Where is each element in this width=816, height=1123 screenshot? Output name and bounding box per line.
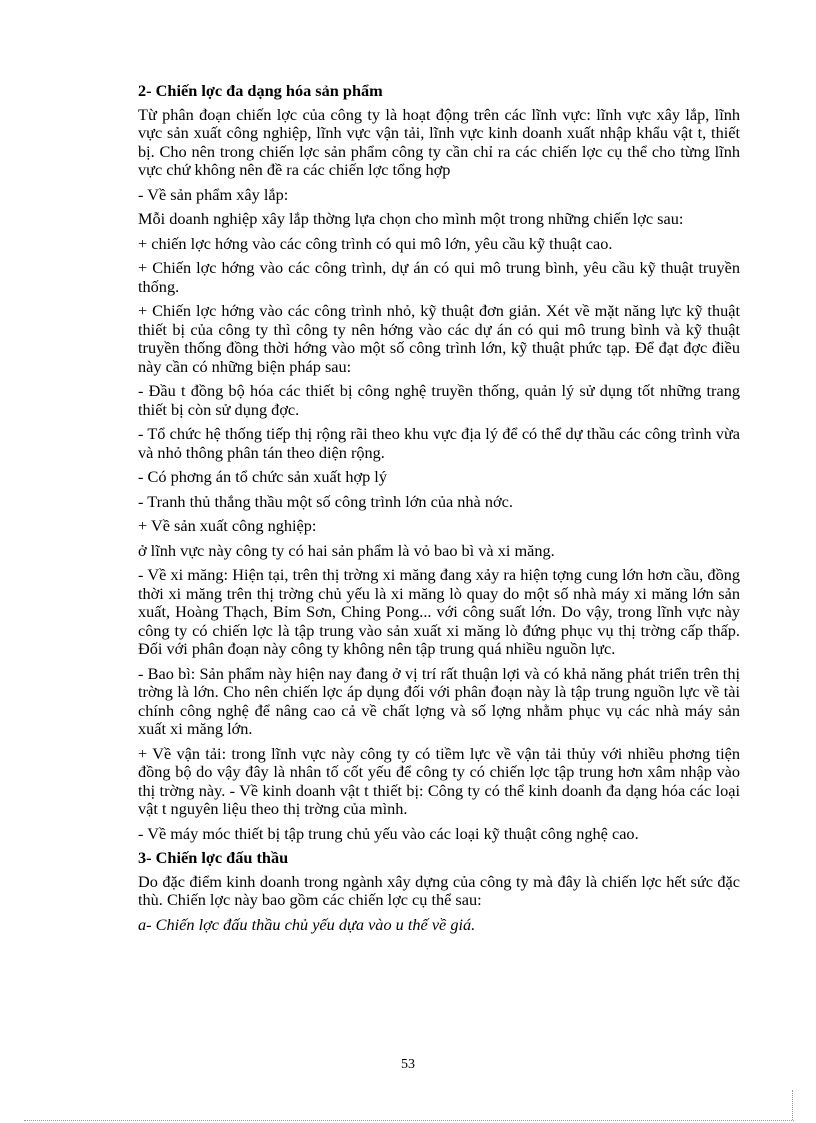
paragraph-16: - Về máy móc thiết bị tập trung chủ yếu vào các loại kỹ thuật công nghệ cao.	[138, 823, 639, 843]
section-3-title: 3- Chiến lợc đấu thầu	[138, 848, 289, 867]
paragraph-6: + Chiến lợc hớng vào các công trình nhỏ, kỹ thuật đơn giản. Xét về mặt năng lực kỹ thuật thiết bị của công ty thì công ty nên hớng vào các dự án có qui mô trung bình và kỹ thuật truyền thống đồng thời hớng vào một số công trình lớn, kỹ thuật phức tạp. Để đạt đợc điều này cần có những biện pháp sau:	[138, 301, 740, 376]
paragraph-1: Từ phân đoạn chiến lợc của công ty là hoạt động trên các lĩnh vực: lĩnh vực xây lắp, lĩnh vực sản xuất công nghiệp, lĩnh vực vận tải, lĩnh vực kinh doanh xuất nhập khẩu vật t, thiết bị. Cho nên trong chiến lợc sản phẩm công ty cần chỉ ra các chiến lợc cụ thể cho từng lĩnh vực chứ không nên đề ra các chiến lợc tổng hợp	[138, 104, 740, 179]
paragraph-2: - Về sản phẩm xây lắp:	[138, 184, 289, 204]
page-border-right	[792, 1090, 793, 1120]
paragraph-18: a- Chiến lợc đấu thầu chủ yếu dựa vào u thế về giá.	[138, 914, 476, 934]
paragraph-9: - Có phơng án tổ chức sản xuất hợp lý	[138, 467, 387, 486]
section-2-title: 2- Chiến lợc đa dạng hóa sản phẩm	[138, 81, 383, 100]
paragraph-8: - Tổ chức hệ thống tiếp thị rộng rãi theo khu vực địa lý để có thể dự thầu các công trình vừa và nhỏ thông phân tán theo diện rộng.	[138, 424, 740, 462]
paragraph-7: - Đầu t đồng bộ hóa các thiết bị công nghệ truyền thống, quản lý sử dụng tốt những trang thiết bị còn sử dụng đợc.	[138, 381, 740, 419]
paragraph-15: + Về vận tải: trong lĩnh vực này công ty có tiềm lực về vận tải thủy với nhiều phơng tiện đồng bộ do vậy đây là nhân tố cốt yếu để công ty có chiến lợc tập trung hơn xâm nhập vào thị trờng này. - Về kinh doanh vật t thiết bị: Công ty có thể kinh doanh đa dạng hóa các loại vật t nguyên liệu theo thị trờng của mình.	[138, 743, 740, 818]
paragraph-11: + Về sản xuất công nghiệp:	[138, 516, 317, 535]
document-body	[138, 82, 740, 940]
page-border-bottom	[24, 1120, 794, 1121]
paragraph-17: Do đặc điểm kinh doanh trong ngành xây dựng của công ty mà đây là chiến lợc hết sức đặc thù. Chiến lợc này bao gồm các chiến lợc cụ thể sau:	[138, 871, 740, 909]
paragraph-13: - Về xi măng: Hiện tại, trên thị trờng xi măng đang xảy ra hiện tợng cung lớn hơn cầu, đồng thời xi măng trên thị trờng chủ yếu là xi măng lò quay do một số nhà máy xi măng lớn sản xuất, Hoàng Thạch, Bỉm Sơn, Ching Pong... với công suất lớn. Do vậy, trong lĩnh vực này công ty có chiến lợc là tập trung vào sản xuất xi măng lò đứng phục vụ thị trờng cấp thấp. Đối với phân đoạn này công ty không nên tập trung quá nhiều nguồn lực.	[138, 565, 740, 658]
paragraph-4: + chiến lợc hớng vào các công trình có qui mô lớn, yêu cầu kỹ thuật cao.	[138, 233, 613, 253]
page-number: 53	[401, 1057, 415, 1072]
paragraph-5: + Chiến lợc hớng vào các công trình, dự án có qui mô trung bình, yêu cầu kỹ thuật truyền thống.	[138, 258, 740, 296]
paragraph-10: - Tranh thủ thắng thầu một số công trình lớn của nhà nớc.	[138, 491, 513, 511]
paragraph-12: ở lĩnh vực này công ty có hai sản phẩm là vỏ bao bì và xi măng.	[138, 540, 555, 560]
paragraph-14: - Bao bì: Sản phẩm này hiện nay đang ở vị trí rất thuận lợi và có khả năng phát triển trên thị trờng là lớn. Cho nên chiến lợc áp dụng đối với phân đoạn này là tập trung nguồn lực về tài chính công nghệ để nâng cao cả về chất lợng và số lợng nhằm phục vụ các nhà máy sản xuất xi măng lớn.	[138, 663, 740, 738]
paragraph-3: Mỗi doanh nghiệp xây lắp thờng lựa chọn cho mình một trong những chiến lợc sau:	[138, 209, 684, 228]
